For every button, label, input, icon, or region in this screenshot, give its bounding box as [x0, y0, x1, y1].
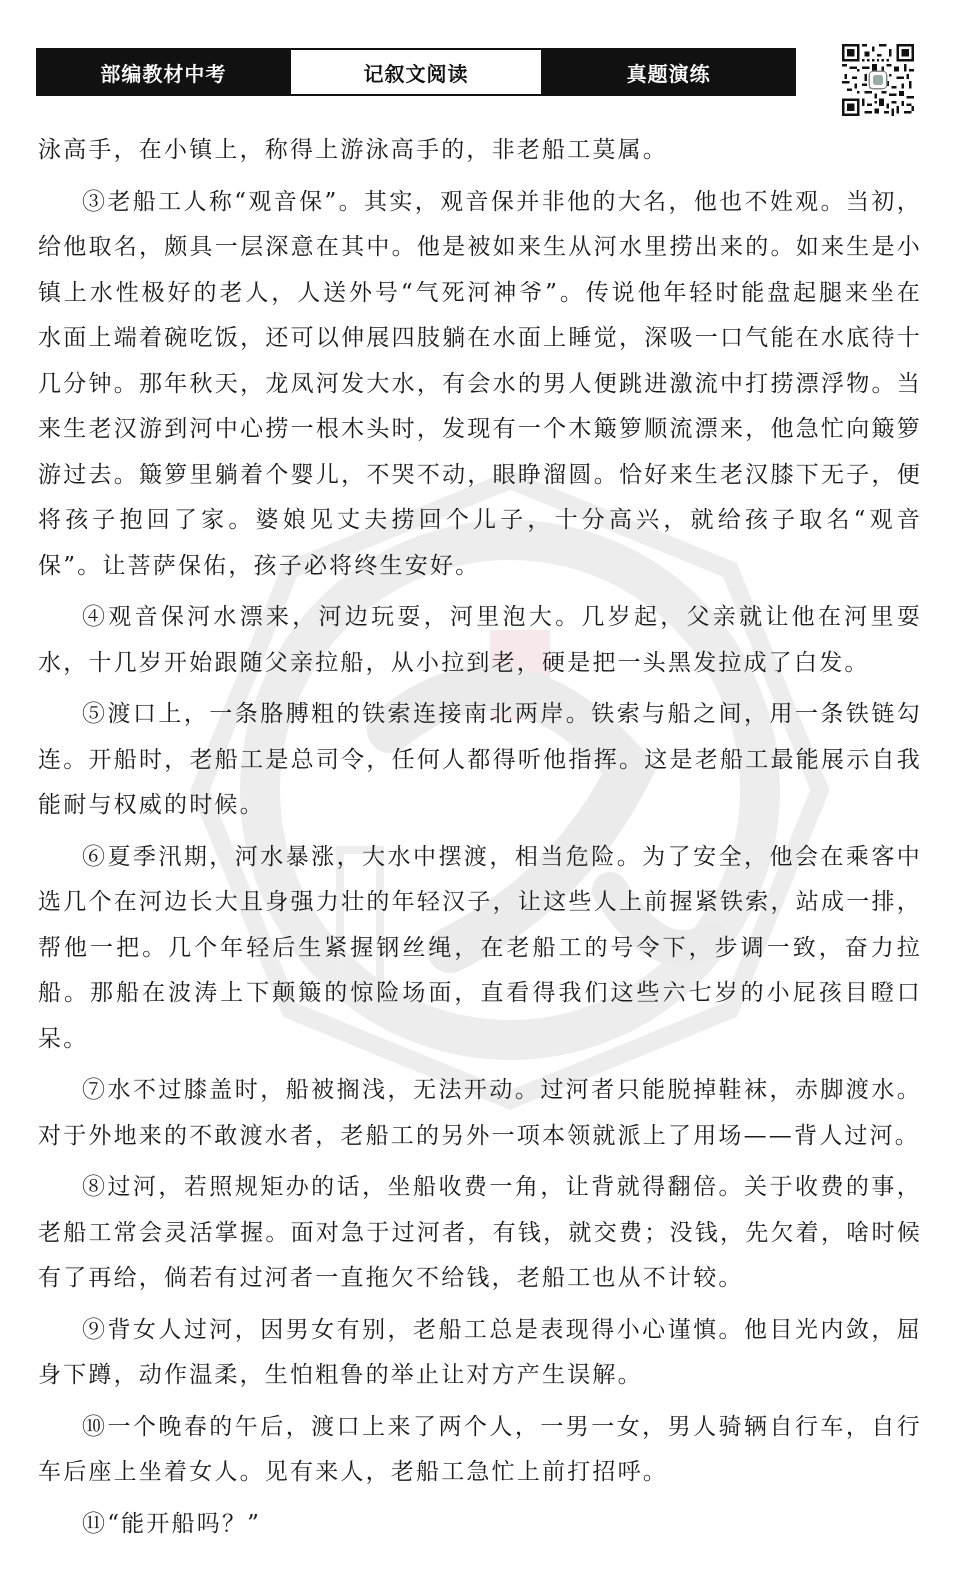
paragraph-8: ⑧过河，若照规矩办的话，坐船收费一角，让背就得翻倍。关于收费的事，老船工常会灵活掌握。面对急于过河者，有钱，就交费；没钱，先欠着，啥时候有了再给，倘若有过河者一直拖欠不给钱，老船工也从不计较。 — [38, 1174, 922, 1291]
header-left-label: 部编教材中考 — [38, 50, 289, 94]
article-body — [38, 128, 922, 1553]
paragraph-5: ⑤渡口上，一条胳膊粗的铁索连接南北两岸。铁索与船之间，用一条铁链勾连。开船时，老船工是总司令，任何人都得听他指挥。这是老船工最能展示自我能耐与权威的时候。 — [38, 701, 922, 818]
paragraph-3: ③老船工人称“观音保”。其实，观音保并非他的大名，他也不姓观。当初，给他取名，颇具一层深意在其中。他是被如来生从河水里捞出来的。如来生是小镇上水性极好的老人，人送外号“气死河神爷”。传说他年轻时能盘起腿来坐在水面上端着碗吃饭，还可以伸展四肢躺在水面上睡觉，深吸一口气能在水底待十几分钟。那年秋天，龙凤河发大水，有会水的男人便跳进激流中打捞漂浮物。当来生老汉游到河中心捞一根木头时，发现有一个木簸箩顺流漂来，他急忙向簸箩游过去。簸箩里躺着个婴儿，不哭不动，眼睁溜圆。恰好来生老汉膝下无子，便将孩子抱回了家。婆娘见丈夫捞回个儿子，十分高兴，就给孩子取名“观音保”。让菩萨保佑，孩子必将终生安好。 — [38, 188, 922, 579]
header-center-label: 记叙文阅读 — [289, 50, 544, 94]
paragraph-10: ⑩一个晚春的午后，渡口上来了两个人，一男一女，男人骑辆自行车，自行车后座上坐着女人。见有来人，老船工急忙上前打招呼。 — [38, 1413, 922, 1485]
header-right-label: 真题演练 — [543, 50, 794, 94]
paragraph-9: ⑨背女人过河，因男女有别，老船工总是表现得小心谨慎。他目光内敛，屈身下蹲，动作温柔，生怕粗鲁的举止让对方产生误解。 — [38, 1316, 922, 1388]
qr-code-icon[interactable] — [842, 44, 914, 116]
paragraph-6: ⑥夏季汛期，河水暴涨，大水中摆渡，相当危险。为了安全，他会在乘客中选几个在河边长大且身强力壮的年轻汉子，让这些人上前握紧铁索，站成一排，帮他一把。几个年轻后生紧握钢丝绳，在老船工的号令下，步调一致，奋力拉船。那船在波涛上下颠簸的惊险场面，直看得我们这些六七岁的小屁孩目瞪口呆。 — [38, 843, 922, 1052]
header-bar — [36, 48, 796, 96]
paragraph-7: ⑦水不过膝盖时，船被搁浅，无法开动。过河者只能脱掉鞋袜，赤脚渡水。对于外地来的不敢渡水者，老船工的另外一项本领就派上了用场——背人过河。 — [38, 1077, 922, 1149]
paragraph-continuation: 泳高手，在小镇上，称得上游泳高手的，非老船工莫属。 — [38, 137, 668, 163]
paragraph-4: ④观音保河水漂来，河边玩耍，河里泡大。几岁起，父亲就让他在河里耍水，十几岁开始跟随父亲拉船，从小拉到老，硬是把一头黑发拉成了白发。 — [38, 604, 922, 676]
paragraph-11: ⑪“能开船吗？” — [82, 1510, 262, 1537]
